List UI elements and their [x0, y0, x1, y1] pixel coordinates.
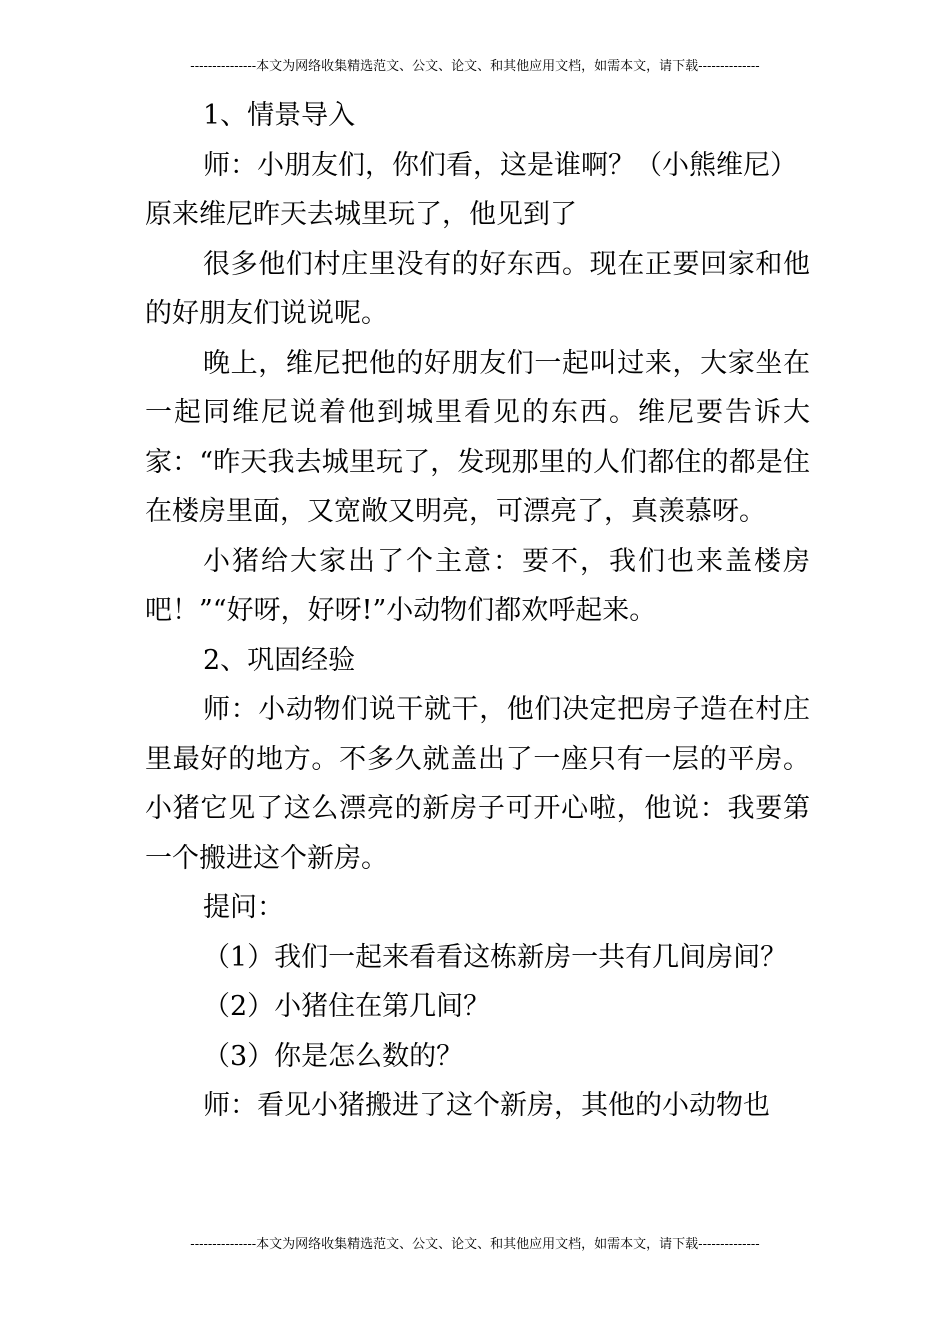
- question-item: （2）小猪住在第几间？: [203, 991, 491, 1022]
- question-item: （3）你是怎么数的？: [203, 1040, 464, 1072]
- section-heading-1: 1、情景导入: [203, 100, 356, 131]
- paragraph: 原来维尼昨天去城里玩了，他见到了: [145, 199, 577, 230]
- section-heading-2: 2、巩固经验: [203, 644, 356, 676]
- document-body: [145, 91, 810, 1131]
- footer-banner: ---------------本文为网络收集精选范文、公文、论文、和其他应用文档，如需本文，请下载--------------: [190, 1237, 760, 1252]
- paragraph: 很多他们村庄里没有的好东西。现在正要回家和他的好朋友们说说呢。: [145, 248, 810, 329]
- question-item: （1）我们一起来看看这栋新房一共有几间房间？: [203, 941, 788, 973]
- paragraph: 师：看见小猪搬进了这个新房，其他的小动物也: [203, 1090, 770, 1121]
- paragraph: 晚上，维尼把他的好朋友们一起叫过来，大家坐在一起同维尼说着他到城里看见的东西。维尼要告诉大家：“昨天我去城里玩了，发现那里的人们都住的都是住在楼房里面，又宽敞又明亮，可漂亮了，真羡慕呀。: [145, 347, 810, 527]
- header-banner: ---------------本文为网络收集精选范文、公文、论文、和其他应用文档，如需本文，请下载--------------: [190, 59, 760, 74]
- paragraph: 师：小朋友们，你们看，这是谁啊？（小熊维尼）: [203, 149, 797, 181]
- question-prompt: 提问：: [203, 892, 284, 923]
- paragraph: 小猪给大家出了个主意：要不，我们也来盖楼房吧！”“好呀，好呀!”小动物们都欢呼起来。: [145, 545, 810, 626]
- paragraph: 师：小动物们说干就干，他们决定把房子造在村庄里最好的地方。不多久就盖出了一座只有一层的平房。小猪它见了这么漂亮的新房子可开心啦，他说：我要第一个搬进这个新房。: [145, 694, 810, 874]
